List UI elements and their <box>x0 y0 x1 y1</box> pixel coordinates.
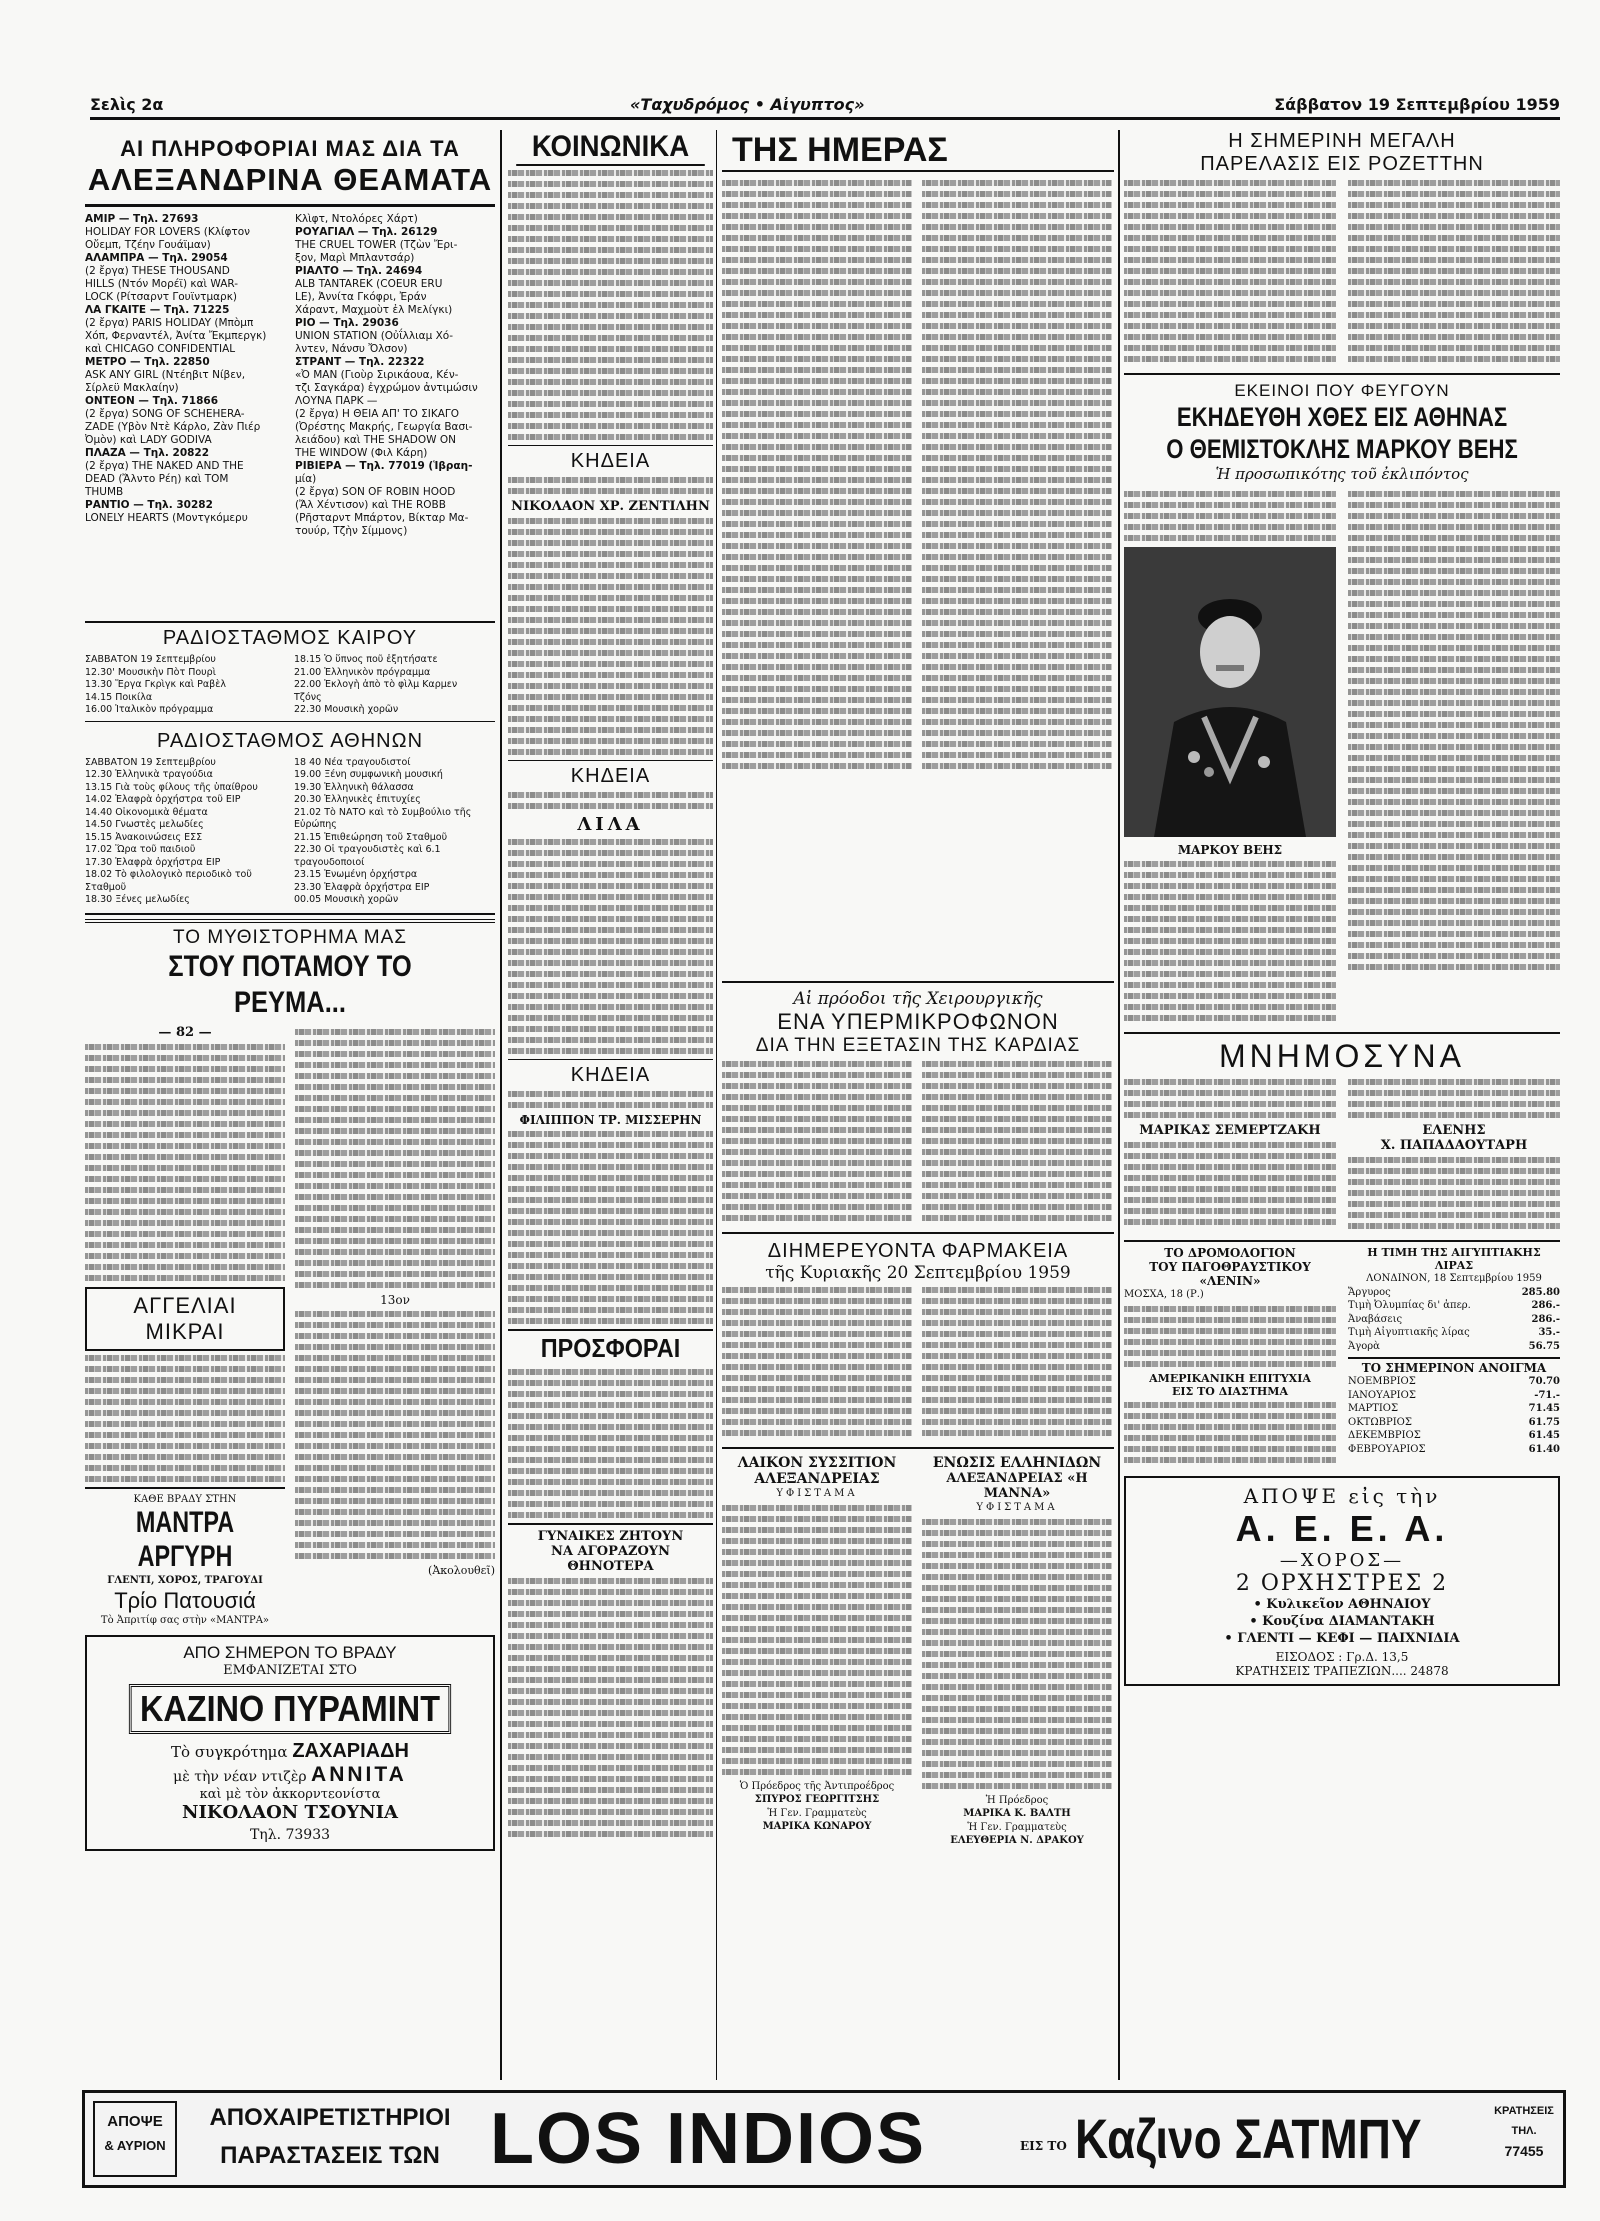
cinema-listing-line: (2 ἔργα) THESE THOUSAND <box>85 265 230 277</box>
day-text-right <box>922 176 1112 981</box>
aea-item: • Κυλικεῖον ΑΘΗΝΑΙΟΥ <box>1253 1596 1431 1612</box>
cotton-row <box>1348 1429 1560 1443</box>
route-title: ΤΟ ΔΡΟΜΟΛΟΓΙΟΝ <box>1164 1246 1296 1260</box>
classified-subtitle: ΜΙΚΡΑΙ <box>145 1318 225 1344</box>
funeral-text-3 <box>508 792 713 809</box>
radio-program-line: 20.30 Ἑλληνικὲς ἐπιτυχίες <box>294 794 421 805</box>
ad-at: ΕΙΣ ΤΟ <box>1020 2139 1067 2153</box>
page-header <box>90 95 1560 120</box>
cinema-listing-line: Σίρλεϋ Μακλαίην) <box>85 382 179 394</box>
funeral-text-4 <box>508 839 713 1054</box>
cotton-title: ΤΟ ΣΗΜΕΡΙΝΟΝ ΑΝΟΙΓΜΑ <box>1348 1357 1560 1375</box>
radio-program-line: 14.02 Ἐλαφρὰ ὀρχήστρα τοῦ ΕΙΡ <box>85 794 241 805</box>
cinema-listing-line: ΜΕΤΡΟ — Τηλ. 22850 <box>85 356 210 368</box>
memorial-name: ΜΑΡΙΚΑΣ ΣΕΜΕΡΤΖΑΚΗ <box>1139 1123 1321 1138</box>
radio-program-line: 23.15 Ἑνωμένη ὀρχήστρα <box>294 869 418 880</box>
radio-program-line: 16.00 Ἰταλικὸν πρόγραμμα <box>85 704 214 715</box>
radio-program-line: 12.30 Ἑλληνικὰ τραγούδια <box>85 769 213 780</box>
mandra-title: ΜΑΝΤΡΑ ΑΡΓΥΡΗ <box>135 1506 235 1573</box>
casino-band-label: Τὸ συγκρότημα <box>171 1743 288 1761</box>
radio-program-line: 22.00 Ἐκλογὴ ἀπὸ τὸ φὶλμ Καρμεν <box>294 679 458 690</box>
cinema-listing-line: τζι Σαγκάρα) ἐγχρώμον ἀντιμώσιν <box>295 382 478 394</box>
casino-with: καὶ μὲ τὸν ἀκκορντεονίστα <box>199 1787 381 1802</box>
column-rule <box>500 130 502 2080</box>
row-label: Τιμὴ Ὀλυμπίας δι' ἀπερ. <box>1348 1300 1471 1311</box>
novel-title: ΣΤΟΥ ΠΟΤΑΜΟΥ ΤΟ ΡΕΥΜΑ... <box>168 949 412 1019</box>
radio-program-line: 14.40 Οἰκονομικὰ θέματα <box>85 806 208 818</box>
usa-text <box>1124 1402 1336 1463</box>
cinema-listing-line: (2 ἔργα) SONG OF SCHEHERA- <box>85 408 245 420</box>
casino-accordionist: ΝΙΚΟΛΑΟΝ ΤΣΟΥΝΙΑ <box>181 1802 399 1823</box>
cinema-listing-line: ΛΟΥΝΑ ΠΑΡΚ — <box>295 395 378 407</box>
row-label: ΦΕΒΡΟΥΑΡΙΟΣ <box>1348 1443 1426 1455</box>
divider <box>85 204 495 207</box>
aea-dance: —ΧΟΡΟΣ— <box>1279 1549 1405 1571</box>
row-label: ΜΑΡΤΙΟΣ <box>1348 1403 1399 1414</box>
radio-program-line: τραγουδοποιοί <box>294 856 365 868</box>
pound-row <box>1348 1286 1560 1300</box>
parade-text-2 <box>1348 176 1560 367</box>
pound-row <box>1348 1326 1560 1340</box>
cinema-listing-line: THE CRUEL TOWER (Τζὼν Ἔρι- <box>295 239 458 251</box>
row-label: ΟΚΤΩΒΡΙΟΣ <box>1348 1416 1412 1428</box>
cinema-listing-line: ΠΛΑΖΑ — Τηλ. 20822 <box>85 447 210 459</box>
funeral-title: ΚΗΔΕΙΑ <box>570 1064 651 1086</box>
cinema-listing-line: (Ὀρέστης Μακρής, Γεωργία Βασι- <box>295 421 473 433</box>
funeral-title: ΚΗΔΕΙΑ <box>570 765 651 787</box>
cinema-listing-line: ASK ANY GIRL (Ντέηβιτ Νίβεν, <box>85 369 246 381</box>
pound-date: ΛΟΝΔΙΝΟΝ, 18 Σεπτεμβρίου 1959 <box>1366 1273 1542 1284</box>
cinema-listings <box>85 213 495 615</box>
casino-name: ΚΑΖΙΝΟ ΠΥΡΑΜΙΝΤ <box>129 1684 451 1734</box>
radio-program-line: 22.30 Οἱ τραγουδιστὲς καὶ 6.1 <box>294 844 441 855</box>
pharmacy-list <box>722 1283 912 1441</box>
aea-tables: ΚΡΑΤΗΣΕΙΣ ΤΡΑΠΕΖΙΩΝ.... 24878 <box>1235 1663 1449 1678</box>
radio-program-line: 21.00 Ἑλληνικὸν πρόγραμμα <box>294 666 431 678</box>
cinema-listing-line: Χάραντ, Μαχμοὺτ ἐλ Μελίγκι) <box>295 304 453 316</box>
row-value: 286.- <box>1531 1300 1560 1311</box>
radio-cairo-title: ΡΑΔΙΟΣΤΑΘΜΟΣ ΚΑΙΡΟΥ <box>162 627 418 649</box>
memorial-name-2: Χ. ΠΑΠΑΔΑΟΥΤΑΡΗ <box>1380 1138 1528 1153</box>
mandra-trio: Τρίο Πατουσιά <box>114 1587 256 1613</box>
row-value: 61.45 <box>1528 1430 1560 1441</box>
cinema-listing-line: ALB TANTAREK (COEUR ERU <box>295 278 443 290</box>
novel-text <box>85 1044 285 1281</box>
obituary-sub: Ἡ προσωπικότης τοῦ ἐκλιπόντος <box>1215 465 1469 483</box>
pound-row <box>1348 1313 1560 1327</box>
casino-tel: Τηλ. 73933 <box>249 1827 331 1843</box>
cotton-row <box>1348 1443 1560 1457</box>
cinema-listing-line: LOCK (Ρίτσαρντ Γουϊντμαρκ) <box>85 291 238 303</box>
cinema-listing-line: Κλὶφτ, Ντολόρες Χάρτ) <box>295 213 418 225</box>
radio-program-line: 18.15 Ὁ ὕπνος ποῦ ἐξητήσατε <box>294 654 438 665</box>
cinema-listing-line: μία) <box>295 473 317 485</box>
club-text <box>722 1505 912 1775</box>
cinema-listing-line: (Ρῆσταρντ Μπάρτον, Βίκταρ Μα- <box>295 512 469 524</box>
radio-program-line: 00.05 Μουσικὴ χορῶν <box>294 894 399 905</box>
ad-farewell <box>185 2099 475 2175</box>
serial-novel <box>85 919 495 1628</box>
union-title-2: ΑΛΕΞΑΝΔΡΕΙΑΣ «Η ΜΑΝΝΑ» <box>946 1471 1088 1501</box>
cinema-listing-line: ΑΛΑΜΠΡΑ — Τηλ. 29054 <box>85 252 228 264</box>
surgery-text-2 <box>922 1057 1112 1226</box>
issue-date: Σάββατον 19 Σεπτεμβρίου 1959 <box>1274 95 1560 114</box>
cinema-listing-line: τουύρ, Τζὴν Σίμμονς) <box>295 525 408 537</box>
cinema-listing-line: (Ἄλ Χέντισον) καὶ THE ROBB <box>295 499 446 511</box>
column-rule <box>716 130 717 2080</box>
obituary-text <box>1124 491 1336 541</box>
radio-program-line: 23.30 Ἐλαφρὰ ὀρχήστρα ΕΙΡ <box>294 881 430 893</box>
row-value: 286.- <box>1531 1313 1560 1325</box>
cinema-listing-line: λντεν, Νάνσυ Ὄλσον) <box>295 343 408 355</box>
parade-title: Η ΣΗΜΕΡΙΝΗ ΜΕΓΑΛΗ <box>1228 130 1456 152</box>
radio-program-line: 18.30 Ξένες μελωδίες <box>85 894 190 905</box>
row-label: ΔΕΚΕΜΒΡΙΟΣ <box>1348 1430 1421 1441</box>
radio-athens <box>85 726 495 915</box>
cinema-listing-line: Οὔεμπ, Τζέην Γουάϊμαν) <box>85 239 211 251</box>
cinema-list-left <box>85 213 285 615</box>
memorial-text-4 <box>1348 1157 1560 1229</box>
cinema-list-right <box>295 213 495 615</box>
route-place: ΜΟΣΧΑ, 18 (Ρ.) <box>1124 1289 1204 1300</box>
cinema-listing-line: ΡΙΒΙΕΡΑ — Τηλ. 77019 (Ἱβραη- <box>295 460 473 472</box>
radio-program-line: 13.15 Γιὰ τοὺς φίλους τῆς ὑπαίθρου <box>85 781 258 793</box>
cinema-listing-line: (2 ἔργα) THE NAKED AND THE <box>85 460 244 472</box>
cinema-listing-line: ΡΙΟ — Τηλ. 29036 <box>295 317 399 329</box>
mandra-sub: ΓΛΕΝΤΙ, ΧΟΡΟΣ, ΤΡΑΓΟΥΔΙ <box>107 1575 263 1586</box>
cinema-listing-line: Χόπ, Φερναντέλ, Ἀνίτα Ἔκμπεργκ) <box>85 330 267 342</box>
route-text <box>1124 1306 1336 1367</box>
cinema-listing-line: λειάδου) καὶ THE SHADOW ON <box>295 434 456 446</box>
aea-item: • ΓΛΕΝΤΙ — ΚΕΦΙ — ΠΑΙΧΝΙΔΙΑ <box>1224 1630 1460 1646</box>
funeral-title: ΚΗΔΕΙΑ <box>570 450 651 472</box>
cinema-listing-line: ΡΑΝΤΙΟ — Τηλ. 30282 <box>85 499 213 511</box>
union-sign: Ἡ Πρόεδρος <box>985 1794 1049 1806</box>
social-title: ΚΟΙΝΩΝΙΚΑ <box>516 130 705 166</box>
obituary-title: ΕΚΗΔΕΥΘΗ ΧΘΕΣ ΕΙΣ ΑΘΗΝΑΣ <box>1176 402 1508 432</box>
mandra-kicker: ΚΑΘΕ ΒΡΑΔΥ ΣΤΗΝ <box>133 1493 237 1505</box>
cinema-listing-line: «Ὀ ΜΑΝ (Γιοὺρ Σιρικάουα, Κέν- <box>295 369 459 381</box>
portrait-image <box>1124 547 1336 837</box>
pharmacy-list-2 <box>922 1283 1112 1441</box>
club-sign-name: ΣΠΥΡΟΣ ΓΕΩΡΓΙΤΣΗΣ <box>754 1794 880 1805</box>
club-title-2: ΑΛΕΞΑΝΔΡΕΙΑΣ <box>754 1471 880 1487</box>
club-sign-name: ΜΑΡΙΚΑ ΚΩΝΑΡΟΥ <box>762 1821 872 1832</box>
radio-date: ΣΑΒΒΑΤΟΝ 19 Σεπτεμβρίου <box>85 654 216 665</box>
casino-band-name: ΖΑΧΑΡΙΑΔΗ <box>292 1740 409 1762</box>
ad-tonight: ΑΠΟΨΕ <box>107 2113 163 2130</box>
ad-res-number: 77455 <box>1504 2143 1544 2159</box>
divider <box>508 445 713 446</box>
page-number: Σελὶς 2α <box>90 95 164 114</box>
ad-res-tel: ΤΗΛ. <box>1511 2125 1537 2137</box>
novel-kicker: ΤΟ ΜΥΘΙΣΤΟΡΗΜΑ ΜΑΣ <box>173 926 407 948</box>
memorial-text <box>1124 1079 1336 1118</box>
funeral-text-6 <box>508 1131 713 1324</box>
column-2 <box>508 130 713 2080</box>
obituary-text-3 <box>1348 487 1560 1026</box>
aea-name: Α. Ε. Ε. Α. <box>1235 1507 1449 1549</box>
cinema-listing-line: (2 ἔργα) SON OF ROBIN HOOD <box>295 486 456 498</box>
surgery-title: ΕΝΑ ΥΠΕΡΜΙΚΡΟΦΩΝΟΝ <box>777 1009 1059 1034</box>
casino-line1: ΑΠΟ ΣΗΜΕΡΟΝ ΤΟ ΒΡΑΔΥ <box>183 1643 397 1662</box>
radio-program-line: 12.30' Μουσικὴν Πὸτ Πουρὶ <box>85 666 216 678</box>
row-label: Ἀγορὰ <box>1348 1340 1380 1352</box>
radio-cairo <box>85 621 495 722</box>
photo-caption: ΜΑΡΚΟΥ ΒΕΗΣ <box>1177 843 1283 857</box>
radio-program-line: 18.02 Τὸ φιλολογικὸ περιοδικὸ τοῦ <box>85 869 252 880</box>
cinema-listing-line: ZADE (Υβὸν Ντὲ Κάρλο, Ζὰν Πιέρ <box>85 421 261 433</box>
radio-program-line: 14.15 Ποικίλα <box>85 691 153 703</box>
row-label: ΝΟΕΜΒΡΙΟΣ <box>1348 1376 1416 1387</box>
portrait-photo <box>1124 547 1336 837</box>
ad-when-box <box>93 2101 177 2177</box>
classified-title: ΑΓΓΕΛΙΑΙ <box>133 1292 237 1318</box>
memorial-text-3 <box>1348 1079 1560 1118</box>
pharmacy-sub: τῆς Κυριακῆς 20 Σεπτεμβρίου 1959 <box>765 1263 1071 1283</box>
novel-text-2 <box>295 1029 495 1288</box>
row-label: Ἄργυρος <box>1348 1286 1391 1298</box>
cinema-listing-line: ΛΑ ΓΚΑΙΤΕ — Τηλ. 71225 <box>85 304 230 316</box>
radio-cairo-right <box>294 654 495 717</box>
memorial-name: ΕΛΕΝΗΣ <box>1422 1123 1486 1138</box>
ad-casino: Καζινο ΣΑΤΜΠΥ <box>1075 2107 1422 2170</box>
aea-ad <box>1124 1476 1560 1686</box>
ad-res-label: ΚΡΑΤΗΣΕΙΣ <box>1494 2105 1554 2117</box>
cinema-listing-line: ξον, Μαρὶ Μπλαντσάρ) <box>295 252 415 264</box>
classified-box <box>85 1287 285 1351</box>
cinema-heading: ΑΛΕΞΑΝΔΡΙΝΑ ΘΕΑΜΑΤΑ <box>87 162 493 197</box>
aea-orchestras: 2 ΟΡΧΗΣΤΡΕΣ 2 <box>1235 1570 1449 1596</box>
radio-program-line: 18 40 Νέα τραγουδιστοί <box>294 756 411 768</box>
parade-subtitle: ΠΑΡΕΛΑΣΙΣ ΕΙΣ ΡΟΖΕΤΤΗΝ <box>1200 153 1484 175</box>
row-value: 70.70 <box>1528 1376 1560 1387</box>
ad-band-name: LOS INDIOS <box>490 2099 927 2179</box>
social-text <box>508 170 713 440</box>
obituary-text-2 <box>1124 861 1336 1021</box>
row-value: 35.- <box>1538 1327 1560 1338</box>
pound-table <box>1348 1286 1560 1354</box>
novel-text-3 <box>295 1311 495 1559</box>
radio-program-line: 22.30 Μουσικὴ χορῶν <box>294 704 399 715</box>
surgery-subtitle: ΔΙΑ ΤΗΝ ΕΞΕΤΑΣΙΝ ΤΗΣ ΚΑΡΔΙΑΣ <box>755 1035 1081 1056</box>
row-label: Ἀναβάσεις <box>1348 1313 1403 1325</box>
cinema-listing-line: (2 ἔργα) Η ΘΕΙΑ ΑΠ' ΤΟ ΣΙΚΑΓΟ <box>295 408 460 420</box>
surgery-kicker: Αἱ πρόοδοι τῆς Χειρουργικῆς <box>793 989 1043 1009</box>
cotton-row <box>1348 1389 1560 1403</box>
cinema-listing-line: THUMB <box>85 486 124 498</box>
cinema-listing-line: LONELY HEARTS (Μοντγκόμερυ <box>85 512 248 524</box>
club-sign: Ἡ Γεν. Γραμματεὺς <box>767 1807 867 1819</box>
row-value: 56.75 <box>1528 1340 1560 1352</box>
funeral-text-2 <box>508 518 713 755</box>
ad-tomorrow: & ΑΥΡΙΟΝ <box>104 2138 166 2153</box>
column-3 <box>722 130 1114 2080</box>
day-text-left <box>722 176 912 981</box>
cinema-listing-line: (2 ἔργα) PARIS HOLIDAY (Μπὸμπ <box>85 317 254 329</box>
cinema-listing-line: ΡΙΑΛΤΟ — Τηλ. 24694 <box>295 265 423 277</box>
lower-news <box>1124 1240 1560 1468</box>
classified-text <box>85 1355 285 1482</box>
union-sign: Ἡ Γεν. Γραμματεὺς <box>967 1821 1067 1833</box>
usa-title: ΑΜΕΡΙΚΑΝΙΚΗ ΕΠΙΤΥΧΙΑ <box>1149 1371 1311 1385</box>
row-value: 285.80 <box>1521 1286 1560 1298</box>
radio-program-line: 14.50 Γνωστὲς μελωδίες <box>85 819 204 830</box>
aea-item: • Κουζίνα ΔΙΑΜΑΝΤΑΚΗ <box>1249 1613 1435 1629</box>
ad-farewell-1: ΑΠΟΧΑΙΡΕΤΙΣΤΗΡΙΟΙ <box>209 2104 451 2131</box>
divider <box>508 1523 713 1525</box>
radio-program-line: 19.00 Ξένη συμφωνικὴ μουσική <box>294 769 443 780</box>
radio-program-line: 21.15 Ἐπιθεώρηση τοῦ Σταθμοῦ <box>294 831 448 843</box>
column-rule <box>1118 130 1120 2080</box>
cinema-listing-line: LE), Ἀννίτα Γκόφρι, Ἐράν <box>295 291 427 303</box>
radio-program-line: Σταθμοῦ <box>85 881 127 893</box>
radio-date: ΣΑΒΒΑΤΟΝ 19 Σεπτεμβρίου <box>85 756 216 768</box>
memorial-title: ΜΝΗΜΟΣΥΝΑ <box>1219 1038 1465 1074</box>
radio-program-line: Τζόνς <box>294 691 322 703</box>
casino-singer-label: μὲ τὴν νέαν ντιζὲρ <box>173 1769 307 1785</box>
union-sign-name: ΜΑΡΙΚΑ Κ. ΒΑΛΤΗ <box>963 1808 1071 1819</box>
cinema-listing-line: UNION STATION (Οὐΐλλιαμ Χό- <box>295 330 454 342</box>
row-value: 61.75 <box>1528 1416 1560 1428</box>
radio-athens-title: ΡΑΔΙΟΣΤΑΘΜΟΣ ΑΘΗΝΩΝ <box>156 729 424 752</box>
masthead: «Ταχυδρόμος • Αἰγυπτος» <box>630 95 865 114</box>
novel-number: — 82 — <box>158 1024 212 1040</box>
union-sub: ΥΦΙΣΤΑΜΑ <box>976 1502 1058 1513</box>
offers-title: ΠΡΟΣΦΟΡΑΙ <box>540 1333 681 1363</box>
funeral-name: ΛΙΛΑ <box>577 814 644 835</box>
cinema-listing-line: HILLS (Ντόν Μορέϊ) καὶ WAR- <box>85 278 239 290</box>
club-title: ΛΑΙΚΟΝ ΣΥΣΣΙΤΙΟΝ <box>737 1455 897 1471</box>
pharmacies <box>722 1232 1114 1441</box>
row-value: -71.- <box>1534 1389 1560 1401</box>
cotton-row <box>1348 1402 1560 1416</box>
women-title: ΓΥΝΑΙΚΕΣ ΖΗΤΟΥΝ <box>537 1529 684 1544</box>
route-title-2: ΤΟΥ ΠΑΓΟΘΡΑΥΣΤΙΚΟΥ «ΛΕΝΙΝ» <box>1149 1260 1311 1288</box>
pound-row <box>1348 1299 1560 1313</box>
column-4 <box>1124 130 1560 2080</box>
radio-athens-right <box>294 757 495 907</box>
novel-continued: (Ἀκολουθεῖ) <box>428 1563 495 1577</box>
radio-program-line: 17.02 Ὥρα τοῦ παιδιοῦ <box>85 844 196 855</box>
radio-program-line: 15.15 Ἀνακοινώσεις ΕΣΣ <box>85 831 203 843</box>
ad-reservations <box>1493 2101 1555 2161</box>
union-title: ΕΝΩΣΙΣ ΕΛΛΗΝΙΔΩΝ <box>932 1455 1102 1471</box>
los-indios-ad <box>82 2090 1566 2188</box>
cinema-listing-line: ΡΟΥΑΓΙΑΛ — Τηλ. 26129 <box>295 226 438 238</box>
row-label: ΙΑΝΟΥΑΡΙΟΣ <box>1348 1389 1416 1401</box>
mandra-ad <box>85 1487 285 1628</box>
union-sign-name: ΕΛΕΥΘΕΡΙΑ Ν. ΔΡΑΚΟΥ <box>950 1835 1084 1846</box>
usa-title-2: ΕΙΣ ΤΟ ΔΙΑΣΤΗΜΑ <box>1171 1384 1288 1398</box>
mandra-tel: Τὸ Ἀπριτίφ σας στὴν «ΜΑΝΤΡΑ» <box>100 1614 270 1626</box>
radio-cairo-left <box>85 654 286 717</box>
row-value: 61.40 <box>1528 1443 1560 1455</box>
pound-row <box>1348 1340 1560 1354</box>
radio-program-line: Εὐρώπης <box>294 819 337 830</box>
cinema-listing-line: THE WINDOW (Φιλ Κάρη) <box>295 447 428 459</box>
cinema-listing-line: καὶ CHICAGO CONFIDENTIAL <box>85 343 236 355</box>
divider <box>508 1059 713 1060</box>
radio-athens-left <box>85 757 286 907</box>
pound-title: Η ΤΙΜΗ ΤΗΣ ΑΙΓΥΠΤΙΑΚΗΣ ΛΙΡΑΣ <box>1367 1246 1541 1272</box>
funeral-text-5 <box>508 1091 713 1108</box>
cinema-listing-line: AMIP — Τηλ. 27693 <box>85 213 199 225</box>
club-sub: ΥΦΙΣΤΑΜΑ <box>776 1488 858 1499</box>
row-value: 71.45 <box>1528 1403 1560 1414</box>
row-label: Τιμὴ Αἰγυπτιακῆς λίρας <box>1348 1327 1470 1338</box>
casino-pyramid-ad <box>85 1635 495 1851</box>
aea-items <box>1132 1596 1552 1647</box>
funeral-name: ΦΙΛΙΠΠΟΝ ΤΡ. ΜΙΣΣΕΡΗΝ <box>519 1113 702 1127</box>
club-sign: Ὁ Πρόεδρος τῆς Ἀντιπροέδρος <box>739 1780 895 1792</box>
memorials <box>1124 1032 1560 1234</box>
surgery-text <box>722 1057 912 1226</box>
casino-line2: ΕΜΦΑΝΙΖΕΤΑΙ ΣΤΟ <box>223 1663 357 1678</box>
radio-program-line: 13.30 Ἔργα Γκρὶγκ καὶ Ραβὲλ <box>85 679 226 690</box>
pharmacy-title: ΔΙΗΜΕΡΕΥΟΝΤΑ ΦΑΡΜΑΚΕΙΑ <box>767 1240 1069 1262</box>
union-text <box>922 1519 1112 1789</box>
novel-chapter: 13ον <box>380 1292 410 1307</box>
cotton-row <box>1348 1416 1560 1430</box>
surgery-article <box>722 981 1114 1226</box>
casino-singer: ΑΝΝΙΤΑ <box>311 1763 407 1786</box>
cinema-listing-line: ΟΝΤΕΟΝ — Τηλ. 71866 <box>85 395 219 407</box>
funeral-name: ΝΙΚΟΛΑΟΝ ΧΡ. ΖΕΝΤΙΛΗΝ <box>511 499 710 514</box>
obituary <box>1124 373 1560 1026</box>
cinema-listing-line: Ὀμὸν) καὶ LADY GODIVA <box>85 434 212 446</box>
divider <box>508 760 713 761</box>
women-title-2: ΝΑ ΑΓΟΡΑΖΟΥΝ ΘΗΝΟΤΕΡΑ <box>551 1544 670 1574</box>
aea-entry: ΕΙΣΟΔΟΣ : Γρ.Δ. 13,5 <box>1275 1649 1409 1664</box>
radio-program-line: 21.02 Τὸ ΝΑΤΟ καὶ τὸ Συμβούλιο τῆς <box>294 806 472 818</box>
cinema-listing-line: DEAD (Ἄλντο Ρέη) καὶ TOM <box>85 473 229 485</box>
women-text <box>508 1578 713 1837</box>
cinema-kicker: ΑΙ ΠΛΗΡΟΦΟΡΙΑΙ ΜΑΣ ΔΙΑ ΤΑ <box>120 136 460 161</box>
cinema-listing-line: HOLIDAY FOR LOVERS (Κλίφτον <box>85 226 251 238</box>
notices <box>722 1447 1114 1848</box>
offers-text <box>508 1369 713 1518</box>
cinema-listing-line: ΣΤΡΑΝΤ — Τηλ. 22322 <box>295 356 425 368</box>
day-title: ΤΗΣ ΗΜΕΡΑΣ <box>722 130 1114 172</box>
obituary-kicker: ΕΚΕΙΝΟΙ ΠΟΥ ΦΕΥΓΟΥΝ <box>1234 381 1450 400</box>
obituary-title-2: Ο ΘΕΜΙΣΤΟΚΛΗΣ ΜΑΡΚΟΥ ΒΕΗΣ <box>1166 434 1518 464</box>
column-1 <box>85 130 495 2080</box>
aea-kicker: ΑΠΟΨΕ εἰς τὴν <box>1243 1483 1441 1508</box>
cotton-table <box>1348 1375 1560 1456</box>
memorial-text-2 <box>1124 1142 1336 1225</box>
radio-program-line: 17.30 Ἐλαφρὰ ὀρχήστρα ΕΙΡ <box>85 856 221 868</box>
cotton-row <box>1348 1375 1560 1389</box>
ad-farewell-2: ΠΑΡΑΣΤΑΣΕΙΣ ΤΩΝ <box>220 2142 440 2169</box>
radio-program-line: 19.30 Ἑλληνικὴ θάλασσα <box>294 781 414 793</box>
parade-text <box>1124 176 1336 367</box>
funeral-text <box>508 477 713 494</box>
